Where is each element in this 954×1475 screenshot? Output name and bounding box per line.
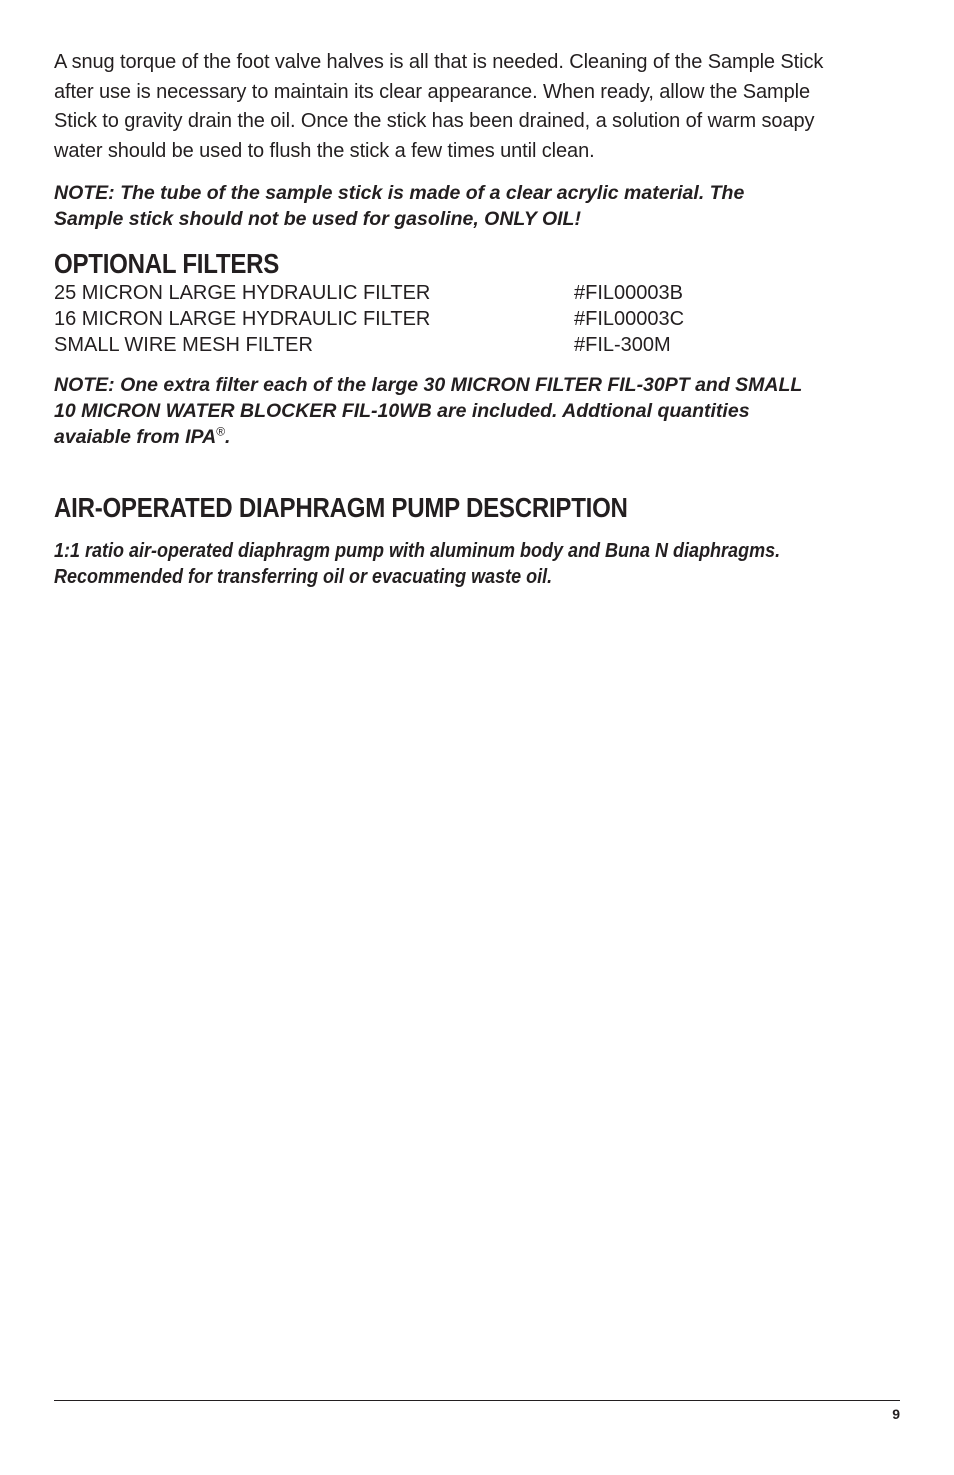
filter-code: #FIL00003C (574, 308, 685, 330)
extra-filter-note-line: NOTE: One extra filter each of the large 30 MICRON FILTER FIL-30PT and SMALL (54, 374, 803, 396)
intro-line: A snug torque of the foot valve halves is all that is needed. Cleaning of the Sample Stick (54, 51, 824, 73)
page-content (54, 48, 900, 590)
acrylic-note (54, 180, 900, 232)
filter-name: SMALL WIRE MESH FILTER (54, 334, 313, 356)
filter-code: #FIL-300M (574, 334, 671, 356)
filter-code: #FIL00003B (574, 282, 683, 304)
pump-description (54, 538, 815, 590)
filter-row (54, 332, 900, 358)
intro-line: after use is necessary to maintain its clear appearance. When ready, allow the Sample (54, 80, 810, 103)
pump-description-line: Recommended for transferring oil or evacuating waste oil. (54, 566, 553, 588)
extra-filter-note (54, 372, 900, 450)
acrylic-note-line: NOTE: The tube of the sample stick is made of a clear acrylic material. The (54, 182, 745, 204)
filter-list (54, 280, 900, 358)
filter-name: 16 MICRON LARGE HYDRAULIC FILTER (54, 308, 431, 330)
acrylic-note-line: Sample stick should not be used for gasoline, ONLY OIL! (54, 208, 581, 230)
intro-paragraph (54, 48, 900, 166)
filter-name: 25 MICRON LARGE HYDRAULIC FILTER (54, 282, 431, 304)
pump-description-heading: AIR-OPERATED DIAPHRAGM PUMP DESCRIPTION (54, 492, 628, 523)
intro-line: water should be used to flush the stick a few times until clean. (54, 139, 595, 162)
page-number: 9 (892, 1406, 900, 1422)
registered-mark: ® (216, 424, 226, 439)
extra-filter-note-line: avaiable from IPA (54, 426, 217, 448)
intro-line: Stick to gravity drain the oil. Once the stick has been drained, a solution of warm soapy (54, 110, 815, 132)
footer-rule (54, 1400, 900, 1401)
extra-filter-note-line: 10 MICRON WATER BLOCKER FIL-10WB are included. Addtional quantities (54, 400, 750, 422)
pump-description-line: 1:1 ratio air-operated diaphragm pump with aluminum body and Buna N diaphragms. (54, 540, 781, 562)
optional-filters-heading: OPTIONAL FILTERS (54, 248, 280, 279)
note-period: . (225, 426, 231, 448)
filter-row (54, 280, 900, 306)
filter-row (54, 306, 900, 332)
